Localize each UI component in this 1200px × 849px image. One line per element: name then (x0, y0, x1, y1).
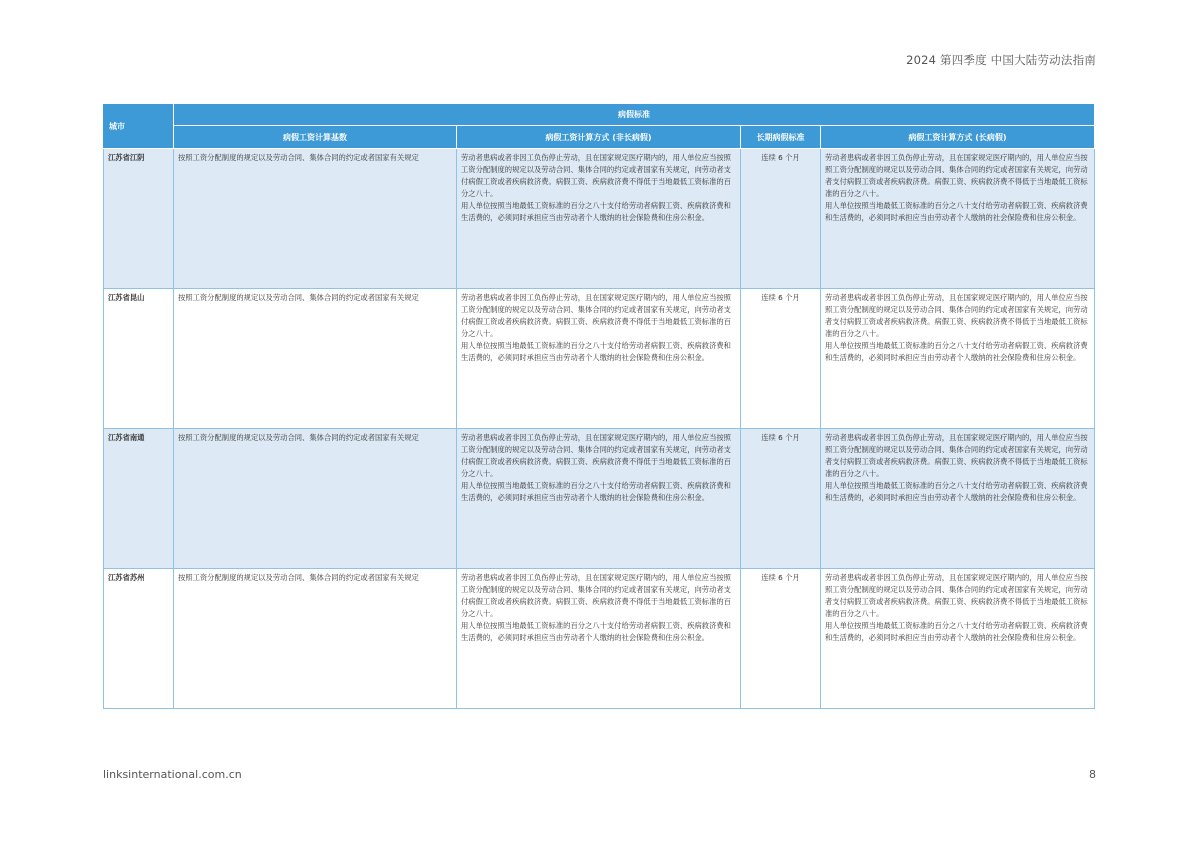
document-title: 2024 第四季度 中国大陆劳动法指南 (906, 53, 1096, 67)
long-method-paragraph: 用人单位按照当地最低工资标准的百分之八十支付给劳动者病假工资、疾病救济费和生活费的，必须同时承担应当由劳动者个人缴纳的社会保险费和住房公积金。 (825, 481, 1088, 503)
table-row (104, 289, 1095, 429)
long-method-paragraph: 劳动者患病或者非因工负伤停止劳动，且在国家规定医疗期内的，用人单位应当按照工资分配制度的规定以及劳动合同、集体合同的约定或者国家有关规定，向劳动者支付病假工资或者疾病救济费。病假工资、疾病救济费不得低于当地最低工资标准的百分之八十。 (825, 573, 1088, 619)
short-method-paragraph: 用人单位按照当地最低工资标准的百分之八十支付给劳动者病假工资、疾病救济费和生活费的，必须同时承担应当由劳动者个人缴纳的社会保险费和住房公积金。 (461, 621, 731, 643)
short-method-cell (457, 429, 741, 569)
short-method-paragraph: 劳动者患病或者非因工负伤停止劳动，且在国家规定医疗期内的，用人单位应当按照工资分配制度的规定以及劳动合同、集体合同的约定或者国家有关规定，向劳动者支付病假工资或者疾病救济费。病假工资、疾病救济费不得低于当地最低工资标准的百分之八十。 (461, 153, 731, 199)
long-method-paragraph: 劳动者患病或者非因工负伤停止劳动，且在国家规定医疗期内的，用人单位应当按照工资分配制度的规定以及劳动合同、集体合同的约定或者国家有关规定，向劳动者支付病假工资或者疾病救济费。病假工资、疾病救济费不得低于当地最低工资标准的百分之八十。 (825, 153, 1088, 199)
footer-website-link[interactable]: linksinternational.com.cn (103, 768, 242, 781)
city-cell: 江苏省苏州 (104, 569, 174, 709)
column-header-basis: 病假工资计算基数 (174, 126, 457, 149)
short-method-paragraph: 劳动者患病或者非因工负伤停止劳动，且在国家规定医疗期内的，用人单位应当按照工资分配制度的规定以及劳动合同、集体合同的约定或者国家有关规定，向劳动者支付病假工资或者疾病救济费。病假工资、疾病救济费不得低于当地最低工资标准的百分之八十。 (461, 433, 731, 479)
long-method-paragraph: 劳动者患病或者非因工负伤停止劳动，且在国家规定医疗期内的，用人单位应当按照工资分配制度的规定以及劳动合同、集体合同的约定或者国家有关规定，向劳动者支付病假工资或者疾病救济费。病假工资、疾病救济费不得低于当地最低工资标准的百分之八十。 (825, 433, 1088, 479)
table-row (104, 149, 1095, 289)
city-cell: 江苏省南通 (104, 429, 174, 569)
column-header-short-method: 病假工资计算方式 (非长病假) (457, 126, 741, 149)
long-method-cell (821, 429, 1095, 569)
long-method-cell (821, 149, 1095, 289)
longterm-standard-cell: 连续 6 个月 (741, 289, 821, 429)
long-method-paragraph: 用人单位按照当地最低工资标准的百分之八十支付给劳动者病假工资、疾病救济费和生活费的，必须同时承担应当由劳动者个人缴纳的社会保险费和住房公积金。 (825, 201, 1088, 223)
longterm-standard-cell: 连续 6 个月 (741, 149, 821, 289)
basis-cell: 按照工资分配制度的规定以及劳动合同、集体合同的约定或者国家有关规定 (174, 429, 457, 569)
basis-cell: 按照工资分配制度的规定以及劳动合同、集体合同的约定或者国家有关规定 (174, 289, 457, 429)
table-row (104, 429, 1095, 569)
column-group-header: 病假标准 (174, 104, 1095, 126)
short-method-paragraph: 用人单位按照当地最低工资标准的百分之八十支付给劳动者病假工资、疾病救济费和生活费的，必须同时承担应当由劳动者个人缴纳的社会保险费和住房公积金。 (461, 341, 731, 363)
table-header-row (104, 104, 1095, 126)
table-subheader-row (104, 126, 1095, 149)
sick-leave-table (103, 103, 1095, 709)
column-header-longterm-standard: 长期病假标准 (741, 126, 821, 149)
short-method-paragraph: 劳动者患病或者非因工负伤停止劳动，且在国家规定医疗期内的，用人单位应当按照工资分配制度的规定以及劳动合同、集体合同的约定或者国家有关规定，向劳动者支付病假工资或者疾病救济费。病假工资、疾病救济费不得低于当地最低工资标准的百分之八十。 (461, 573, 731, 619)
short-method-paragraph: 劳动者患病或者非因工负伤停止劳动，且在国家规定医疗期内的，用人单位应当按照工资分配制度的规定以及劳动合同、集体合同的约定或者国家有关规定，向劳动者支付病假工资或者疾病救济费。病假工资、疾病救济费不得低于当地最低工资标准的百分之八十。 (461, 293, 731, 339)
city-cell: 江苏省昆山 (104, 289, 174, 429)
city-cell: 江苏省江阴 (104, 149, 174, 289)
table-row (104, 569, 1095, 709)
basis-cell: 按照工资分配制度的规定以及劳动合同、集体合同的约定或者国家有关规定 (174, 569, 457, 709)
page-number: 8 (1089, 768, 1096, 781)
long-method-paragraph: 用人单位按照当地最低工资标准的百分之八十支付给劳动者病假工资、疾病救济费和生活费的，必须同时承担应当由劳动者个人缴纳的社会保险费和住房公积金。 (825, 621, 1088, 643)
short-method-paragraph: 用人单位按照当地最低工资标准的百分之八十支付给劳动者病假工资、疾病救济费和生活费的，必须同时承担应当由劳动者个人缴纳的社会保险费和住房公积金。 (461, 481, 731, 503)
longterm-standard-cell: 连续 6 个月 (741, 429, 821, 569)
longterm-standard-cell: 连续 6 个月 (741, 569, 821, 709)
basis-cell: 按照工资分配制度的规定以及劳动合同、集体合同的约定或者国家有关规定 (174, 149, 457, 289)
short-method-cell (457, 289, 741, 429)
column-header-long-method: 病假工资计算方式 (长病假) (821, 126, 1095, 149)
short-method-paragraph: 用人单位按照当地最低工资标准的百分之八十支付给劳动者病假工资、疾病救济费和生活费的，必须同时承担应当由劳动者个人缴纳的社会保险费和住房公积金。 (461, 201, 731, 223)
short-method-cell (457, 569, 741, 709)
column-header-city: 城市 (104, 104, 174, 149)
long-method-paragraph: 用人单位按照当地最低工资标准的百分之八十支付给劳动者病假工资、疾病救济费和生活费的，必须同时承担应当由劳动者个人缴纳的社会保险费和住房公积金。 (825, 341, 1088, 363)
long-method-paragraph: 劳动者患病或者非因工负伤停止劳动，且在国家规定医疗期内的，用人单位应当按照工资分配制度的规定以及劳动合同、集体合同的约定或者国家有关规定，向劳动者支付病假工资或者疾病救济费。病假工资、疾病救济费不得低于当地最低工资标准的百分之八十。 (825, 293, 1088, 339)
long-method-cell (821, 569, 1095, 709)
long-method-cell (821, 289, 1095, 429)
short-method-cell (457, 149, 741, 289)
